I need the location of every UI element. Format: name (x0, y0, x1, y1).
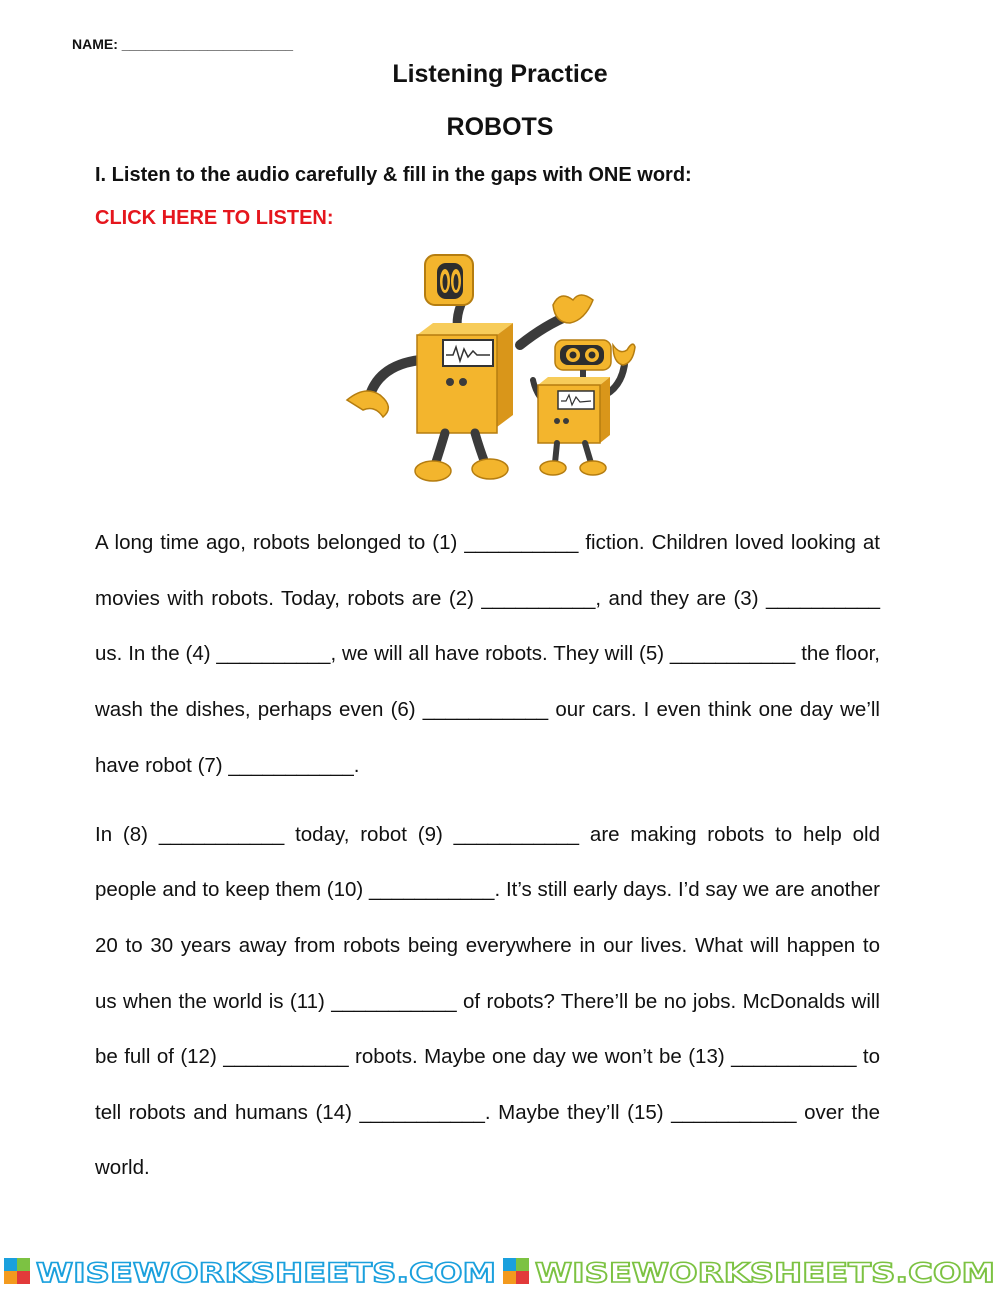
footer-logo (4, 1258, 30, 1284)
footer-brand-text: WISEWORKSHEETS.COM (535, 1258, 995, 1289)
paragraph2-line: be full of (12) ___________ robots. Maybe one day we won’t be (13) ___________ to (95, 1045, 880, 1068)
paragraph2-line: people and to keep them (10) ___________. It’s still early days. I’d say we are another (95, 878, 880, 901)
paragraph2-line: In (8) ___________ today, robot (9) ___________ are making robots to help old (95, 823, 880, 846)
paragraph1-line: movies with robots. Today, robots are (2) __________, and they are (3) __________ (95, 587, 880, 610)
footer-logo (503, 1258, 529, 1284)
page-subtitle: ROBOTS (446, 113, 554, 141)
instruction-text: I. Listen to the audio carefully & fill in the gaps with ONE word: (95, 164, 692, 186)
wiseworksheets-footer (0, 1252, 1000, 1291)
paragraph2-line: world. (95, 1156, 150, 1179)
paragraph1-line: us. In the (4) __________, we will all have robots. They will (5) ___________ the floor, (95, 642, 880, 665)
footer-brand-text: WISEWORKSHEETS.COM (36, 1258, 496, 1289)
small-robot (533, 340, 635, 475)
page-title: Listening Practice (392, 60, 608, 88)
paragraph1-line: A long time ago, robots belonged to (1) __________ fiction. Children loved looking at (95, 531, 880, 554)
paragraph2-line: us when the world is (11) ___________ of robots? There’ll be no jobs. McDonalds will (95, 990, 880, 1013)
paragraph2-line: tell robots and humans (14) ___________. Maybe they’ll (15) ___________ over the (95, 1101, 880, 1124)
paragraph1-line: wash the dishes, perhaps even (6) ___________ our cars. I even think one day we’ll (95, 698, 880, 721)
listen-audio-link[interactable]: CLICK HERE TO LISTEN: (95, 207, 334, 229)
robots-illustration (335, 245, 645, 490)
name-field-label: NAME: ______________________ (72, 36, 294, 52)
paragraph2-line: 20 to 30 years away from robots being everywhere in our lives. What will happen to (95, 934, 880, 957)
paragraph1-line: have robot (7) ___________. (95, 754, 360, 777)
